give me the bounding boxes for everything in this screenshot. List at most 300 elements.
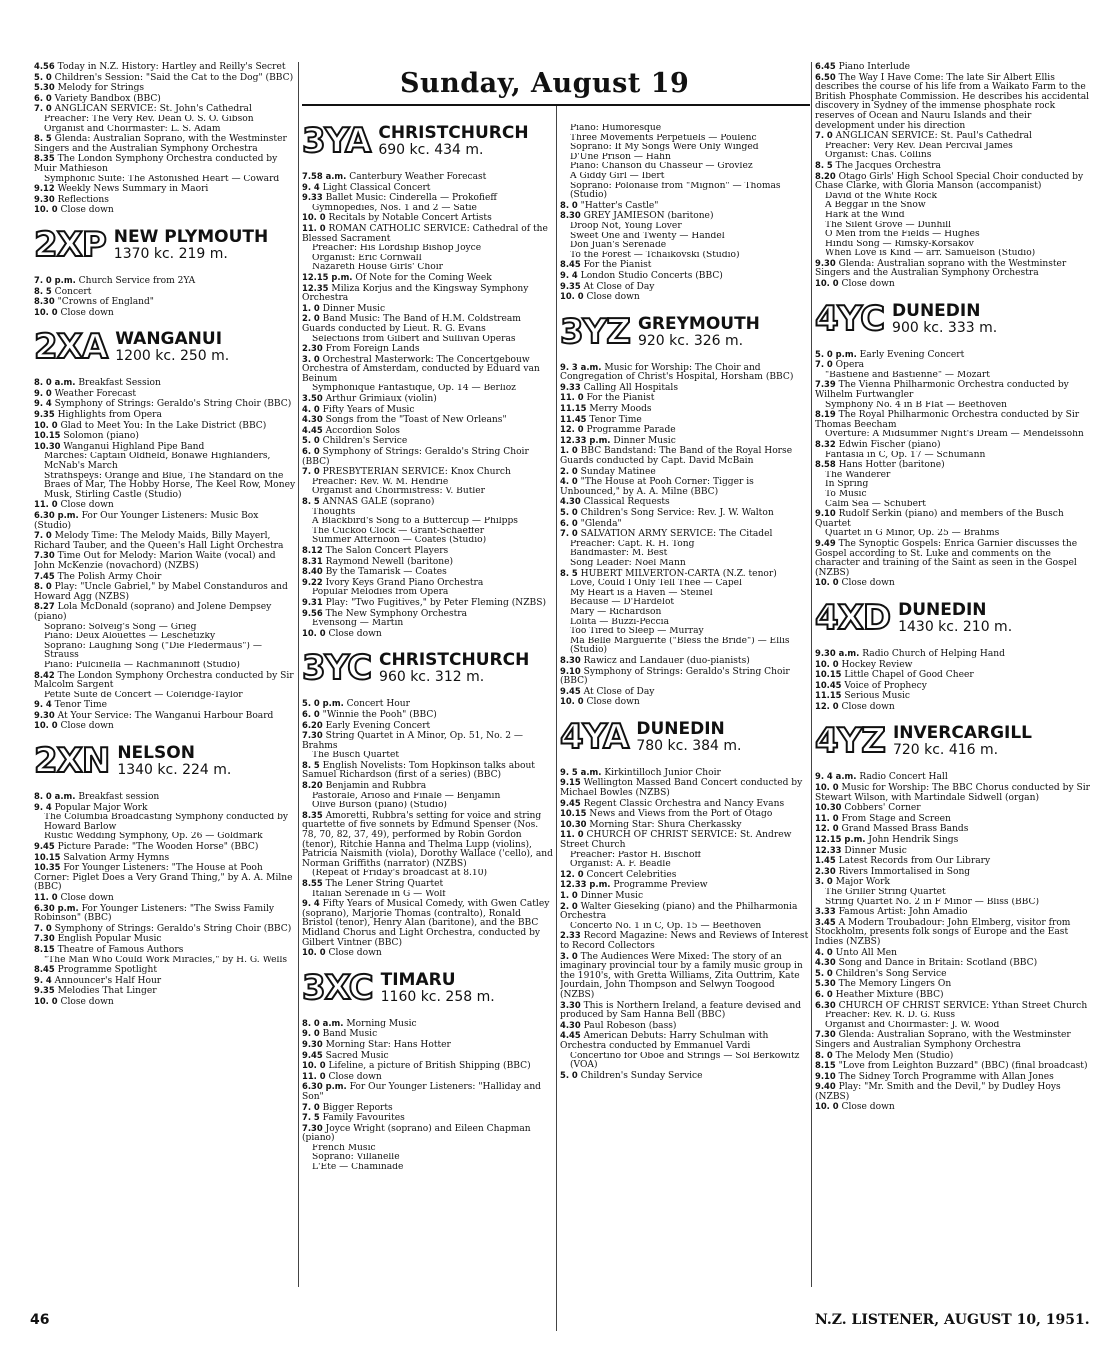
programme-entry [34, 287, 296, 298]
programme-title: News and Views from the Port of Otago [589, 809, 773, 820]
programme-entry [34, 721, 296, 732]
programme-time: 9.30 [34, 194, 58, 204]
programme-title: Little Chapel of Good Cheer [844, 670, 974, 681]
programme-entry [815, 62, 1090, 73]
station-name: NELSON [117, 743, 195, 764]
programme-title: Time Out for Melody: Marion Waite (vocal) and John McKenzie (novachord) (NZBS) [34, 551, 276, 571]
programme-title: French Music [312, 1143, 376, 1153]
programme-entry [34, 853, 296, 864]
programme-time: 12.33 [815, 845, 845, 855]
programme-time: 3. 0 [560, 951, 581, 961]
programme-title: English Popular Music [57, 934, 162, 945]
programme-entry [34, 642, 296, 661]
station-frequency: 900 kc. 333 m. [892, 319, 998, 336]
station-frequency: 1370 kc. 219 m. [113, 245, 228, 262]
programme-entry [560, 931, 810, 951]
programme-title: By the Tamarisk — Coates [325, 567, 447, 578]
programme-entry [815, 824, 1090, 835]
programme-title: Summer Afternoon — Coates (Studio) [312, 536, 487, 546]
programme-time: 4.30 [302, 415, 326, 425]
programme-entry [302, 304, 554, 315]
programme-entry [302, 731, 554, 751]
programme-entry [560, 363, 810, 383]
programme-time: 11. 0 [34, 500, 61, 510]
programme-time: 11. 0 [302, 1071, 329, 1081]
programme-entry [560, 579, 810, 589]
programme-title: Of Note for the Coming Week [355, 272, 492, 283]
programme-time: 9.31 [302, 597, 326, 607]
station-header-4ya [560, 714, 810, 760]
programme-title: Glad to Meet You: In the Lake District (BBC) [60, 420, 267, 431]
programme-entry [302, 619, 554, 629]
programme-entry [815, 172, 1090, 192]
programme-time: 9. 4 [34, 802, 55, 812]
programme-title: Children's Service [322, 436, 408, 447]
programme-title: Rustic Wedding Symphony, Op. 26 — Goldmark [44, 832, 263, 842]
programme-time: 6. 0 [560, 518, 581, 528]
programme-entry [34, 308, 296, 319]
programme-entry [34, 73, 296, 84]
programme-time: 7.30 [34, 934, 58, 944]
programme-time: 8.15 [815, 1061, 839, 1071]
column-divider [298, 62, 299, 1287]
programme-entry [34, 62, 296, 73]
schedule-block [302, 172, 554, 639]
programme-title: Kirkintilloch Junior Choir [604, 767, 721, 778]
column-divider [556, 106, 557, 1331]
station-header-3ya [302, 118, 554, 164]
station-info [115, 330, 229, 364]
programme-title: Latest Records from Our Library [838, 856, 991, 867]
station-name: WANGANUI [115, 329, 223, 350]
programme-entry [560, 870, 810, 881]
programme-entry [815, 867, 1090, 878]
programme-title: Announcer's Half Hour [54, 975, 162, 986]
station-name: CHRISTCHURCH [379, 650, 530, 671]
station-header-2xa [34, 324, 296, 370]
programme-entry [302, 527, 554, 537]
programme-title: Close down [841, 701, 895, 712]
programme-time: 3.45 [815, 917, 839, 927]
programme-entry [34, 94, 296, 105]
programme-title: At Close of Day [583, 281, 655, 292]
programme-entry [34, 924, 296, 935]
programme-time: 7. 0 [34, 923, 55, 933]
programme-time: 8. 0 [815, 1050, 836, 1060]
programme-entry [34, 602, 296, 622]
programme-title: Soprano: Laughing Song ("Die Fledermaus") — Strauss [44, 641, 262, 661]
programme-time: 9.22 [302, 577, 326, 587]
programme-time: 8.42 [34, 670, 58, 680]
programme-entry [815, 578, 1090, 589]
programme-entry [815, 360, 1090, 371]
programme-title: Bigger Reports [322, 1102, 393, 1113]
programme-title: London Studio Concerts (BBC) [580, 270, 723, 281]
programme-time: 8. 0 a.m. [34, 378, 79, 388]
programme-entry [560, 809, 810, 820]
programme-title: The Synoptic Gospels: Enrica Garnier discusses the Gospel according to St. Luke and comments on the character and training of the Saint as seen in the Gospel (NZBS) [815, 538, 1078, 578]
programme-title: Famous Artist: John Amadio [838, 907, 968, 918]
programme-time: 10.30 [560, 819, 590, 829]
programme-entry [302, 557, 554, 568]
programme-time: 8.20 [302, 781, 326, 791]
programme-title: Concerto No. 1 in C, Op. 15 — Beethoven [570, 921, 762, 931]
programme-time: 10. 0 [34, 996, 61, 1006]
programme-time: 10.30 [34, 441, 64, 451]
programme-entry [815, 371, 1090, 381]
station-header-4yz [815, 718, 1090, 764]
programme-title: Voice of Prophecy [844, 680, 927, 691]
programme-time: 9. 4 [302, 899, 323, 909]
programme-entry [34, 175, 296, 185]
programme-title: Ballet Music: Cinderella — Prokofieff [325, 193, 497, 204]
programme-title: Olive Burson (piano) (Studio) [312, 801, 447, 811]
programme-entry [302, 948, 554, 959]
programme-entry [302, 1163, 554, 1173]
programme-title: Glenda: Australian Soprano, with the Westminster Singers and Australian Symphony Orchestra [815, 1030, 1071, 1050]
programme-title: SALVATION ARMY SERVICE: The Citadel [580, 529, 773, 540]
programme-entry [34, 154, 296, 174]
programme-entry [560, 1001, 810, 1021]
programme-entry [815, 670, 1090, 681]
programme-title: The Silent Grove — Dunhill [825, 220, 952, 230]
programme-time: 8.30 [560, 211, 584, 221]
programme-title: Fifty Years of Musical Comedy, with Gwen Catley (soprano), Marjorie Thomas (contralto), Ronald Bristol (tenor), Henry Alan (baritone), and the BBC Midland Chorus and Light Orchestra, conducted by Gilbert Vintner (BBC) [302, 899, 550, 948]
programme-entry [560, 143, 810, 153]
programme-entry [815, 201, 1090, 211]
programme-title: The Royal Philharmonic Orchestra conducted by Sir Thomas Beecham [815, 410, 1080, 430]
programme-entry [34, 551, 296, 571]
programme-title: Picture Parade: "The Wooden Horse" (BBC) [57, 842, 259, 853]
programme-title: (Repeat of Friday's broadcast at 8.10) [312, 869, 488, 879]
programme-entry [34, 832, 296, 842]
programme-title: Don Juan's Serenade [570, 241, 667, 251]
programme-time: 11. 0 [302, 223, 329, 233]
programme-time: 10. 0 [34, 721, 61, 731]
programme-title: CHURCH OF CHRIST SERVICE: Ythan Street Church [838, 1000, 1088, 1011]
programme-title: David of the White Rock [825, 191, 937, 201]
programme-title: Band Music: The Band of H.M. Coldstream Guards conducted by Lieut. R. G. Evans [302, 314, 521, 334]
programme-title: Hark at the Wind [825, 210, 905, 220]
programme-title: Otago Girls' High School Special Choir conducted by Chase Clarke, with Gloria Manson (accompanist) [815, 171, 1084, 192]
programme-entry [302, 1061, 554, 1072]
programme-title: Benjamin and Rubbra [325, 781, 427, 792]
programme-title: The Wanderer [825, 470, 891, 480]
programme-entry [560, 415, 810, 426]
programme-entry [560, 820, 810, 831]
programme-title: Weekly News Summary in Maori [57, 184, 209, 195]
station-header-3yc [302, 645, 554, 691]
station-frequency: 1430 kc. 210 m. [898, 618, 1013, 635]
programme-entry [302, 183, 554, 194]
programme-title: The Sidney Torch Programme with Allan Jones [838, 1071, 1054, 1082]
programme-time: 4. 0 [302, 404, 323, 414]
programme-entry [815, 279, 1090, 290]
programme-title: Tenor Time [54, 700, 107, 711]
programme-title: Amoretti, Rubbra's setting for voice and string quartette of five sonnets by Edmund Spenser (Nos. 78, 70, 82, 37, 49), performed by Robin Gordon (tenor), Ritchie Hanna and Thelma Lupp (violins), Patricia Naismith (viola), Dorothy Wallace ('cello), and Norman Griffiths (narrator) (NZBS) [302, 810, 553, 869]
programme-entry [560, 589, 810, 599]
programme-time: 10.30 [815, 803, 845, 813]
programme-title: Raymond Newell (baritone) [325, 556, 454, 567]
programme-title: Today in N.Z. History: Hartley and Reilly's Secret [57, 62, 286, 72]
programme-time: 3.30 [560, 1000, 584, 1010]
programme-entry [302, 497, 554, 508]
programme-title: To the Forest — Tchaikovski (Studio) [570, 250, 740, 260]
publication-footer: N.Z. LISTENER, AUGUST 10, 1951. [815, 1312, 1090, 1328]
programme-time: 7. 0 [560, 529, 581, 539]
programme-entry [815, 440, 1090, 451]
programme-title: Breakfast session [78, 792, 160, 803]
programme-entry [302, 781, 554, 792]
programme-title: Melodies That Linger [57, 986, 157, 997]
programme-entry [560, 153, 810, 163]
programme-entry [815, 500, 1090, 510]
programme-time: 3.33 [815, 907, 839, 917]
programme-entry [34, 297, 296, 308]
programme-entry [302, 487, 554, 497]
station-frequency: 690 kc. 434 m. [378, 142, 484, 158]
schedule-block [34, 378, 296, 732]
programme-time: 9. 4 [34, 975, 55, 985]
programme-entry [560, 656, 810, 667]
programme-entry [815, 1072, 1090, 1083]
programme-entry [560, 211, 810, 222]
programme-entry [34, 671, 296, 691]
programme-time: 1.45 [815, 856, 839, 866]
programme-title: Three Movements Perpetuels — Poulenc [570, 133, 757, 143]
programme-time: 5. 0 [34, 72, 55, 82]
programme-entry [302, 1082, 554, 1102]
programme-time: 8.35 [34, 154, 58, 164]
programme-entry [815, 529, 1090, 539]
programme-time: 8. 0 [34, 582, 55, 592]
programme-entry [560, 627, 810, 637]
programme-title: From Foreign Lands [325, 344, 420, 355]
programme-title: O Men from the Fields — Hughes [825, 230, 980, 240]
programme-title: For Younger Listeners: "The Swiss Family Robinson" (BBC) [34, 903, 275, 924]
programme-title: Breakfast Session [78, 378, 161, 389]
programme-entry [815, 1030, 1090, 1050]
programme-entry [560, 778, 810, 798]
programme-entry [560, 508, 810, 519]
programme-entry [302, 193, 554, 204]
programme-time: 9.15 [560, 778, 584, 788]
programme-title: Symphony of Strings: Geraldo's String Choir (BBC) [54, 923, 292, 934]
programme-title: Morning Music [346, 1018, 417, 1029]
programme-title: Tenor Time [589, 414, 642, 425]
programme-time: 12. 0 [560, 425, 587, 435]
programme-entry [34, 125, 296, 135]
programme-entry [815, 969, 1090, 980]
programme-time: 11.15 [815, 691, 845, 701]
programme-title: Joyce Wright (soprano) and Eileen Chapman (piano) [302, 1123, 531, 1144]
programme-entry [815, 649, 1090, 660]
station-header-4yc [815, 296, 1090, 342]
programme-entry [34, 378, 296, 389]
programme-title: Heather Mixture (BBC) [835, 989, 944, 1000]
programme-entry [34, 511, 296, 531]
programme-time: 11. 0 [815, 813, 842, 823]
programme-time: 8.12 [302, 545, 326, 555]
programme-title: Paul Robeson (bass) [583, 1020, 677, 1031]
programme-title: Organist: Chas. Collins [825, 151, 932, 161]
programme-title: Calm Sea — Schubert [825, 499, 926, 509]
programme-entry [34, 904, 296, 924]
programme-entry [560, 232, 810, 242]
programme-entry [815, 249, 1090, 259]
programme-entry [815, 856, 1090, 867]
programme-entry [302, 699, 554, 710]
station-info [114, 228, 268, 262]
programme-time: 5. 0 [302, 436, 323, 446]
station-header-3xc [302, 965, 554, 1011]
programme-title: Symphonic Suite: The Astonished Heart — Coward [44, 174, 280, 184]
station-logo: 4YZ [815, 721, 885, 762]
programme-title: Symphony of Strings: Geraldo's String Choir (BBC) [302, 447, 529, 467]
programme-entry [302, 314, 554, 334]
programme-title: Quartet in G Minor, Op. 25 — Brahms [825, 529, 1000, 539]
programme-title: ANGLICAN SERVICE: St. John's Cathedral [54, 104, 252, 115]
programme-title: For Our Younger Listeners: "Halliday and Son" [302, 1082, 541, 1102]
programme-time: 10. 0 [815, 578, 842, 588]
programme-title: Concert Hour [346, 699, 410, 710]
programme-entry [34, 945, 296, 956]
programme-entry [560, 162, 810, 172]
programme-title: Close down [328, 1071, 382, 1082]
programme-title: The Way I Have Come: The late Sir Albert Ellis describes the course of his life from a Waikato Farm to the British Phosphate Commission. He describes his accidental discovery in Sydney of the immense phosphate rock reserves of Ocean and Nauru Islands and their development under his direction [815, 72, 1090, 131]
programme-title: Droop Not, Young Lover [570, 221, 682, 231]
programme-title: Glenda: Australian Soprano, with the Westminster Singers and the Australian Symphony Orchestra [34, 134, 287, 154]
programme-time: 1. 0 [302, 303, 323, 313]
programme-entry [815, 979, 1090, 990]
programme-entry [302, 355, 554, 385]
programme-entry [302, 1103, 554, 1114]
programme-title: The Columbia Broadcasting Symphony conducted by Howard Barlow [44, 813, 289, 832]
programme-title: Concertino for Oboe and Strings — Sol Berkowitz (VOA) [570, 1051, 800, 1071]
programme-title: Rawicz and Landauer (duo-pianists) [583, 655, 750, 666]
programme-entry [815, 877, 1090, 888]
programme-title: A Modern Troubadour: John Elmberg, visitor from Stockholm, presents folk songs of Europe and the East Indies (NZBS) [815, 917, 1071, 947]
station-header-3yz [560, 309, 810, 355]
programme-time: 9.45 [34, 842, 58, 852]
programme-time: 9.30 [815, 258, 839, 268]
station-logo: 2XN [34, 741, 110, 782]
programme-entry [815, 898, 1090, 908]
programme-title: Piano: Pulcinella — Rachmaninoff (Studio) [44, 660, 240, 670]
programme-title: Mary — Richardson [570, 607, 662, 617]
programme-time: 1. 0 [560, 446, 581, 456]
programme-entry [560, 667, 810, 687]
schedule-block [815, 649, 1090, 713]
programme-entry [815, 430, 1090, 440]
programme-title: "The Man Who Could Work Miracles," by H. G. Wells [44, 955, 288, 965]
programme-entry [815, 660, 1090, 671]
programme-title: Nazareth House Girls' Choir [312, 263, 443, 273]
programme-title: Selections from Gilbert and Sullivan Operas [312, 334, 516, 344]
column-4 [815, 62, 1090, 1113]
programme-entry [815, 410, 1090, 430]
schedule-block [302, 1019, 554, 1173]
programme-entry [560, 124, 810, 134]
programme-title: Close down [60, 307, 114, 318]
programme-time: 9.10 [815, 1071, 839, 1081]
programme-time: 9.33 [560, 382, 584, 392]
programme-title: Dinner Music [580, 891, 644, 901]
programme-entry [815, 211, 1090, 221]
programme-entry [815, 460, 1090, 471]
station-info [638, 315, 760, 349]
programme-entry [560, 618, 810, 628]
programme-time: 3. 0 [815, 877, 836, 887]
programme-entry [815, 380, 1090, 400]
programme-title: Fantasia in C, Op. 17 — Schumann [825, 450, 986, 460]
programme-entry [815, 846, 1090, 857]
programme-entry [34, 842, 296, 853]
programme-title: Hindu Song — Rimsky-Korsakov [825, 239, 974, 249]
programme-title: ROMAN CATHOLIC SERVICE: Cathedral of the Blessed Sacrament [302, 223, 548, 244]
station-header-2xp [34, 222, 296, 268]
programme-entry [815, 1011, 1090, 1021]
programme-entry [560, 182, 810, 201]
programme-title: Overture: A Midsummer Night's Dream — Mendelssohn [825, 430, 1084, 440]
schedule-block [815, 772, 1090, 1113]
programme-time: 8.31 [302, 556, 326, 566]
programme-title: Walter Gieseking (piano) and the Philharmonia Orchestra [560, 901, 798, 922]
programme-entry [34, 700, 296, 711]
programme-title: Music for Worship: The BBC Chorus conducted by Sir Stewart Wilson, with Martindale Sidwell (organ) [815, 783, 1090, 803]
programme-entry [302, 508, 554, 518]
programme-entry [560, 404, 810, 415]
programme-entry [34, 623, 296, 633]
programme-title: Close down [586, 697, 640, 708]
programme-entry [560, 1031, 810, 1051]
programme-time: 9.40 [815, 1082, 839, 1092]
programme-time: 9.56 [302, 608, 326, 618]
programme-time: 9.35 [34, 410, 58, 420]
programme-entry [815, 230, 1090, 240]
programme-title: The London Symphony Orchestra conducted by Sir Malcolm Sargent [34, 670, 294, 691]
programme-entry [302, 869, 554, 879]
programme-time: 10. 0 [302, 628, 329, 638]
programme-time: 6. 0 [34, 93, 55, 103]
programme-time: 8.27 [34, 602, 58, 612]
programme-time: 8.32 [815, 440, 839, 449]
schedule-block [560, 124, 810, 303]
programme-time: 8.30 [560, 655, 584, 665]
programme-time: 9. 4 a.m. [815, 772, 860, 782]
programme-title: String Quartet No. 2 in F Minor — Bliss (BBC) [825, 897, 1040, 907]
programme-title: Too Tired to Sleep — Murray [570, 627, 704, 637]
programme-title: Opera [835, 360, 865, 371]
programme-title: Close down [328, 948, 382, 959]
programme-entry [302, 467, 554, 478]
programme-title: Gymnopedies, Nos. 1 and 2 — Satie [312, 203, 477, 213]
programme-time: 10. 0 [34, 420, 61, 430]
programme-title: Songs from the "Toast of New Orleans" [325, 415, 507, 426]
programme-entry [34, 500, 296, 511]
programme-entry [34, 104, 296, 115]
programme-time: 5. 0 [560, 508, 581, 517]
programme-time: 4. 0 [560, 477, 581, 487]
programme-title: Soprano: Villanelle [312, 1153, 400, 1163]
programme-entry [34, 276, 296, 287]
programme-entry [560, 172, 810, 182]
programme-title: Wanganui Highland Pipe Band [63, 441, 205, 452]
programme-time: 6.50 [815, 72, 839, 82]
programme-title: Programme Parade [586, 425, 676, 436]
programme-title: "Crowns of England" [57, 297, 154, 308]
programme-entry [815, 1082, 1090, 1102]
